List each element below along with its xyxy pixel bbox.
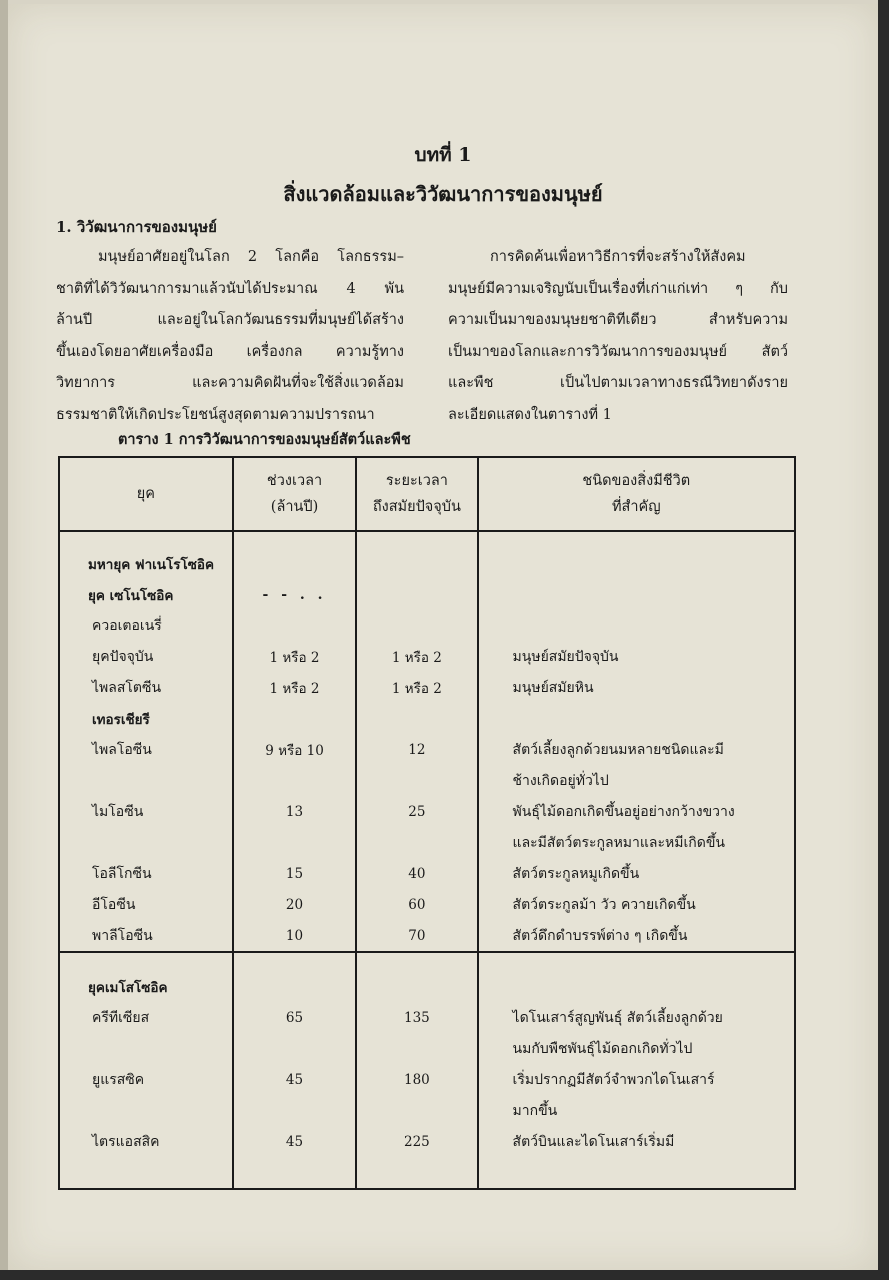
eon-name: มหายุค ฟาเนโรโซอิค — [88, 556, 215, 573]
era-column — [59, 952, 233, 1189]
paragraph-line: และพืช เป็นไปตามเวลาทางธรณีวิทยาดังราย — [448, 375, 788, 391]
table-cell: (ล้านปี) — [270, 499, 319, 515]
blank-line — [234, 827, 355, 858]
blank-line — [234, 765, 355, 796]
chapter-number: บทที่ 1 — [414, 144, 472, 166]
blank-line — [60, 1157, 232, 1188]
blank-line — [60, 1095, 232, 1126]
period-name: ไตรแอสสิค — [92, 1133, 160, 1150]
epoch-name: ไมโอซีน — [92, 803, 144, 820]
table-cell: 135 — [404, 1009, 430, 1026]
table-cell: 20 — [285, 896, 304, 913]
paragraph-line: ชาติที่ได้วิวัฒนาการมาแล้วนับได้ประมาณ 4 พัน — [56, 280, 404, 297]
table-cell: ช่วงเวลา — [266, 473, 323, 489]
blank-line — [357, 1157, 476, 1188]
table-cell: 225 — [404, 1133, 430, 1150]
blank-line — [60, 765, 232, 796]
header-era — [59, 457, 233, 531]
table-cell: ช้างเกิดอยู่ทั่วไป — [512, 772, 609, 789]
document-page — [8, 4, 878, 1270]
epoch-name: ไพลสโตซีน — [92, 679, 162, 696]
blank-line — [60, 1033, 232, 1064]
time-ago-column — [356, 531, 477, 952]
page-bottom-edge — [0, 1270, 889, 1280]
blank-line — [357, 827, 476, 858]
paragraph-line: ธรรมชาติให้เกิดประโยชน์สูงสุดตามความปรารถนา — [56, 406, 375, 423]
period-name: เทอรเชียรี — [92, 711, 150, 728]
blank-line — [357, 579, 476, 610]
table-cell: 1 หรือ 2 — [391, 649, 442, 666]
table-cell: 10 — [285, 927, 304, 944]
dots-marker: - - . . — [262, 586, 327, 603]
table-cell: ถึงสมัยปัจจุบัน — [372, 499, 461, 515]
table-cell: 70 — [408, 927, 426, 944]
blank-line — [479, 971, 794, 1002]
table-cell: สัตว์เลี้ยงลูกด้วยนมหลายชนิดและมี — [512, 741, 724, 758]
table-cell: สัตว์ตระกูลม้า วัว ควายเกิดขึ้น — [512, 896, 696, 913]
era-column — [59, 531, 233, 952]
time-ago-column — [356, 952, 477, 1189]
header-life — [478, 457, 795, 531]
blank-line — [357, 1033, 476, 1064]
table-cell: มนุษย์สมัยหิน — [512, 679, 594, 696]
table-cell: 9 หรือ 10 — [265, 742, 324, 759]
table-cell: 45 — [285, 1071, 304, 1088]
blank-line — [357, 610, 476, 641]
header-duration — [233, 457, 356, 531]
period-name: ควอเตอเนรี่ — [92, 617, 162, 634]
table-cell: ยุค — [136, 486, 155, 502]
paragraph-line: เป็นมาของโลกและการวิวัฒนาการของมนุษย์ สัตว์ — [448, 343, 788, 360]
epoch-name: ไพลโอซีน — [92, 741, 152, 758]
header-time-ago — [356, 457, 477, 531]
table-cell: 1 หรือ 2 — [269, 649, 320, 666]
epoch-name: พาลีโอซีน — [92, 927, 153, 944]
section-heading: 1. วิวัฒนาการของมนุษย์ — [56, 218, 217, 236]
page-left-edge — [0, 0, 8, 1280]
table-cell: สัตว์บินและไดโนเสาร์เริ่มมี — [512, 1133, 675, 1150]
duration-column — [233, 531, 356, 952]
epoch-name: ยุคปัจจุบัน — [92, 648, 154, 665]
blank-line — [234, 703, 355, 734]
table-cell: 1 หรือ 2 — [391, 680, 442, 697]
page-right-edge — [878, 0, 889, 1280]
blank-line — [479, 548, 794, 579]
table-cell: 12 — [408, 741, 426, 758]
paragraph-line: มนุษย์อาศัยอยู่ในโลก 2 โลกคือ โลกธรรม– — [98, 249, 404, 265]
evolution-table — [58, 456, 796, 1190]
paragraph-line: การคิดค้นเพื่อหาวิธีการที่จะสร้างให้สังคม — [490, 249, 746, 265]
table-cell: มนุษย์สมัยปัจจุบัน — [512, 648, 619, 665]
blank-line — [234, 971, 355, 1002]
era-name: ยุคเมโสโซอิค — [88, 979, 168, 996]
blank-line — [357, 548, 476, 579]
table-caption: ตาราง 1 การวิวัฒนาการของมนุษย์สัตว์และพืช — [118, 431, 411, 448]
table-cell: 13 — [285, 803, 304, 820]
duration-column — [233, 952, 356, 1189]
table-cell: นมกับพืชพันธุ์ไม้ดอกเกิดทั่วไป — [512, 1040, 693, 1057]
left-paragraph — [56, 242, 404, 431]
paragraph-line: ละเอียดแสดงในตารางที่ 1 — [448, 406, 612, 423]
paragraph-line: ขึ้นเองโดยอาศัยเครื่องมือ เครื่องกล ความรู้ทาง — [56, 343, 404, 360]
blank-line — [234, 610, 355, 641]
table-cell: 1 หรือ 2 — [269, 680, 320, 697]
table-cell: เริ่มปรากฏมีสัตว์จำพวกไดโนเสาร์ — [512, 1071, 715, 1088]
blank-line — [234, 1095, 355, 1126]
table-cell: 60 — [408, 896, 426, 913]
life-column — [478, 531, 795, 952]
table-cell: 180 — [404, 1071, 430, 1088]
paragraph-line: มนุษย์มีความเจริญนับเป็นเรื่องที่เก่าแก่เท่า ๆ กับ — [448, 280, 788, 297]
table-cell: ไดโนเสาร์สูญพันธุ์ สัตว์เลี้ยงลูกด้วย — [512, 1009, 723, 1026]
paragraph-line: ความเป็นมาของมนุษยชาติทีเดียว สำหรับความ — [448, 312, 788, 328]
blank-line — [234, 1157, 355, 1188]
blank-line — [479, 579, 794, 610]
table-cell: 15 — [285, 865, 304, 882]
period-name: ครีทีเซียส — [92, 1009, 150, 1026]
blank-line — [479, 1157, 794, 1188]
table-header-row — [59, 457, 795, 531]
table-cell: และมีสัตว์ตระกูลหมาและหมีเกิดขึ้น — [512, 834, 725, 851]
life-column — [478, 952, 795, 1189]
table-cell: สัตว์ดึกดำบรรพ์ต่าง ๆ เกิดขึ้น — [512, 927, 688, 944]
cenozoic-block — [59, 531, 795, 952]
table-cell: สัตว์ตระกูลหมูเกิดขึ้น — [512, 865, 640, 882]
right-paragraph — [448, 242, 788, 431]
table-cell: พันธุ์ไม้ดอกเกิดขึ้นอยู่อย่างกว้างขวาง — [512, 803, 735, 820]
blank-line — [479, 610, 794, 641]
table-cell: ชนิดของสิ่งมีชีวิต — [582, 473, 691, 489]
epoch-name: อีโอซีน — [92, 896, 136, 913]
blank-line — [60, 827, 232, 858]
table-cell: มากขึ้น — [512, 1102, 558, 1119]
table-cell: 45 — [285, 1133, 304, 1150]
table-cell: ที่สำคัญ — [611, 499, 661, 515]
blank-line — [357, 765, 476, 796]
epoch-name: โอลีโกซีน — [92, 865, 152, 882]
table-cell: ระยะเวลา — [385, 473, 448, 489]
paragraph-line: วิทยาการ และความคิดฝันที่จะใช้สิ่งแวดล้อม — [56, 375, 404, 391]
blank-line — [357, 1095, 476, 1126]
era-name: ยุค เซโนโซอิค — [88, 587, 174, 604]
blank-line — [357, 971, 476, 1002]
mesozoic-block — [59, 952, 795, 1189]
chapter-title: สิ่งแวดล้อมและวิวัฒนาการของมนุษย์ — [283, 182, 603, 206]
blank-line — [479, 703, 794, 734]
table-cell: 65 — [285, 1009, 304, 1026]
table-cell: 25 — [408, 803, 426, 820]
period-name: ยูแรสซิค — [92, 1071, 145, 1088]
table-cell: 40 — [408, 865, 426, 882]
paragraph-line: ล้านปี และอยู่ในโลกวัฒนธรรมที่มนุษย์ได้สร้าง — [56, 312, 404, 328]
blank-line — [234, 1033, 355, 1064]
blank-line — [357, 703, 476, 734]
blank-line — [234, 548, 355, 579]
